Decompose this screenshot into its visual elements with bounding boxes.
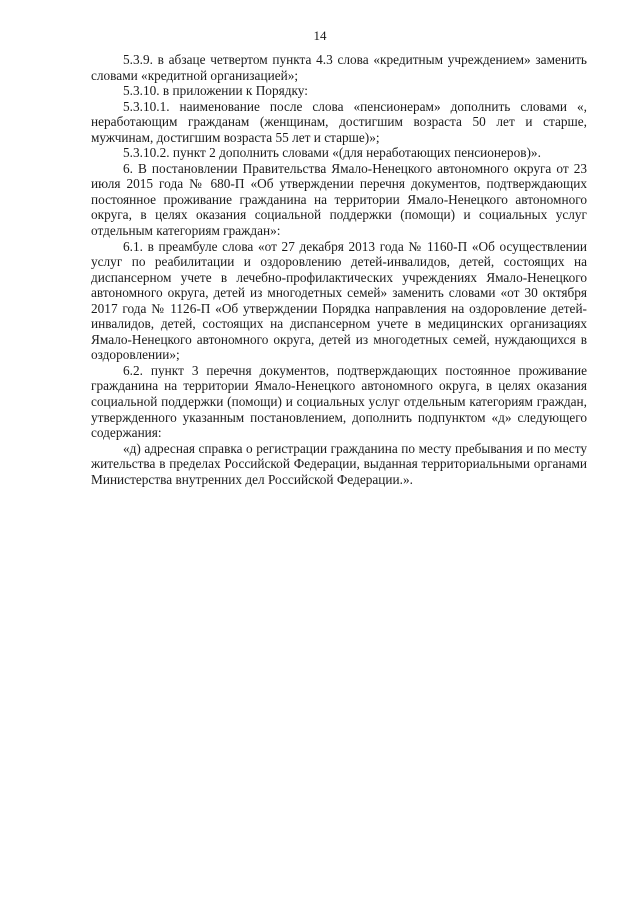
paragraph-6-2: 6.2. пункт 3 перечня документов, подтверждающих постоянное проживание гражданина на территории Ямало-Ненецкого автономного округа, в целях оказания социальной поддержки (помощи) и социальных услуг отдельным категориям граждан, утвержденного указанным постановлением, дополнить подпунктом «д» следующего содержания: (91, 362, 587, 441)
paragraph-6: 6. В постановлении Правительства Ямало-Ненецкого автономного округа от 23 июля 2015 года № 680-П «Об утверждении перечня документов, подтверждающих постоянное проживание гражданина на территории Ямало-Ненецкого автономного округа, в целях оказания социальной поддержки (помощи) и социальных услуг отдельным категориям граждан»: (91, 160, 587, 239)
page-number: 14 (313, 28, 327, 43)
paragraph-5-3-10-1: 5.3.10.1. наименование после слова «пенсионерам» дополнить словами «, неработающим гражданам (женщинам, достигшим возраста 50 лет и старше, мужчинам, достигшим возраста 55 лет и старше)»; (91, 98, 587, 145)
paragraph-5-3-9: 5.3.9. в абзаце четвертом пункта 4.3 слова «кредитным учреждением» заменить словами «кредитной организацией»; (91, 52, 587, 83)
paragraph-5-3-10-2: 5.3.10.2. пункт 2 дополнить словами «(для неработающих пенсионеров)». (123, 145, 541, 161)
document-body (91, 52, 587, 487)
paragraph-6-2-d: «д) адресная справка о регистрации гражданина по месту пребывания и по месту жительства в пределах Российской Федерации, выданная территориальными органами Министерства внутренних дел Российской Федерации.». (91, 440, 587, 487)
paragraph-5-3-10: 5.3.10. в приложении к Порядку: (123, 83, 308, 99)
paragraph-6-1: 6.1. в преамбуле слова «от 27 декабря 2013 года № 1160-П «Об осуществлении услуг по реабилитации и оздоровлению детей-инвалидов, детей, состоящих на диспансерном учете в лечебно-профилактических учреждениях Ямало-Ненецкого автономного округа, детей из многодетных семей» заменить словами «от 30 октября 2017 года № 1126-П «Об утверждении Порядка направления на оздоровление детей-инвалидов, детей, состоящих на диспансерном учете в медицинских организациях Ямало-Ненецкого автономного округа, детей из многодетных семей, нуждающихся в оздоровлении»; (91, 238, 587, 363)
